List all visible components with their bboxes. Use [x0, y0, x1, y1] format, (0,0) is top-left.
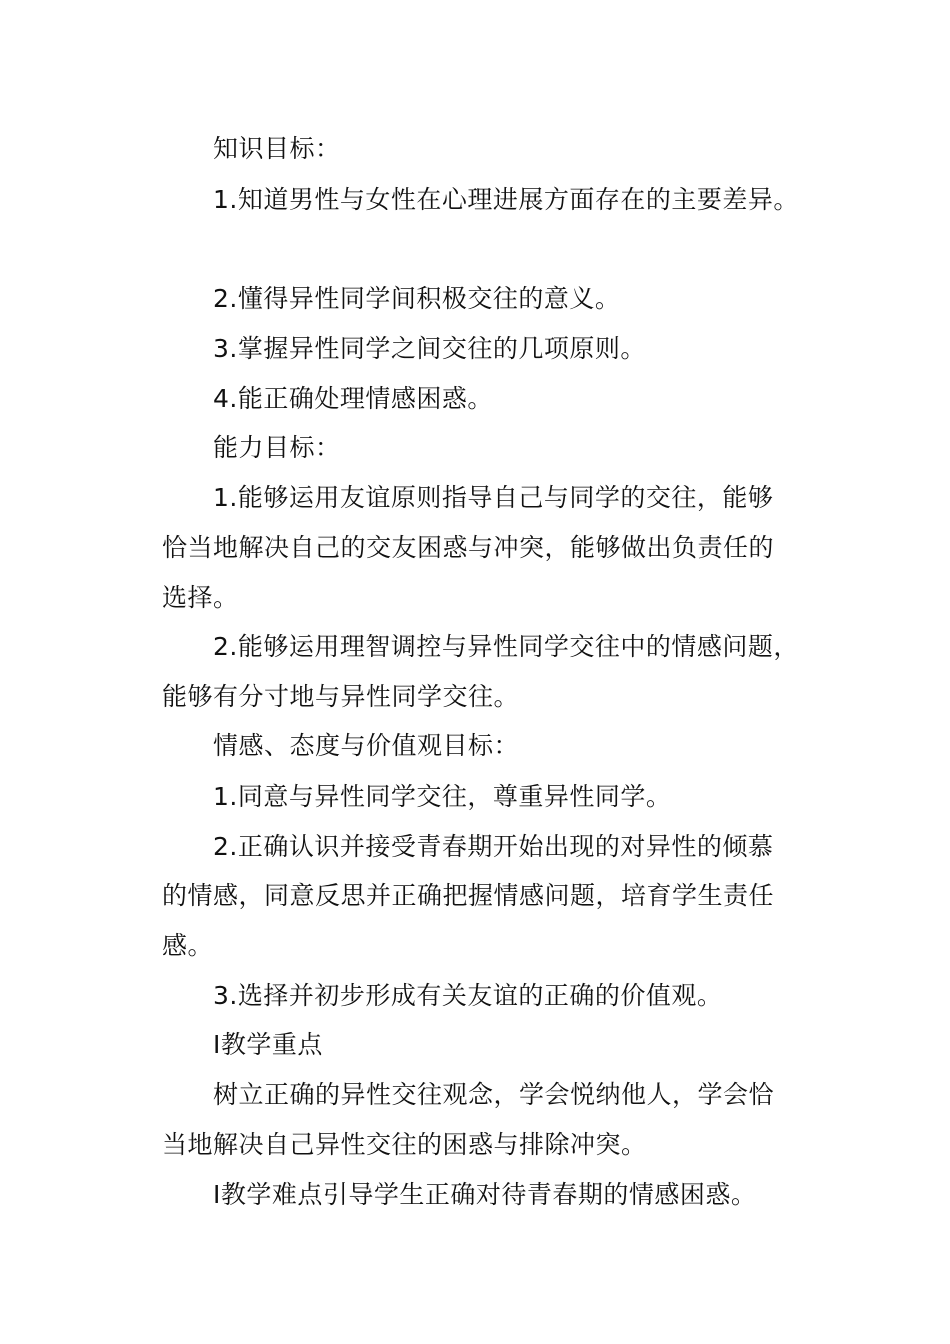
paragraph-line: 3.掌握异性同学之间交往的几项原则。 — [213, 334, 646, 363]
heading-teaching-difficulty: I教学难点引导学生正确对待青春期的情感困惑。 — [213, 1180, 757, 1209]
paragraph-line: 2.能够运用理智调控与异性同学交往中的情感问题， — [213, 632, 799, 661]
paragraph-line: 恰当地解决自己的交友困惑与冲突，能够做出负责任的 — [162, 533, 775, 562]
paragraph-line: 的情感，同意反思并正确把握情感问题，培育学生责任 — [162, 881, 775, 910]
paragraph-line: 2.正确认识并接受青春期开始出现的对异性的倾慕 — [213, 832, 774, 861]
paragraph-line: 感。 — [162, 931, 214, 960]
paragraph-line: 树立正确的异性交往观念，学会悦纳他人，学会恰 — [213, 1080, 775, 1109]
heading-emotion-goals: 情感、态度与价值观目标： — [213, 731, 520, 760]
paragraph-line: 1.知道男性与女性在心理进展方面存在的主要差异。 — [213, 185, 799, 214]
heading-teaching-focus: I教学重点 — [213, 1030, 323, 1059]
paragraph-line: 4.能正确处理情感困惑。 — [213, 384, 493, 413]
paragraph-line: 选择。 — [162, 583, 239, 612]
paragraph-line: 能够有分寸地与异性同学交往。 — [162, 682, 520, 711]
paragraph-line: 2.懂得异性同学间积极交往的意义。 — [213, 284, 621, 313]
heading-knowledge-goals: 知识目标： — [213, 134, 341, 163]
heading-ability-goals: 能力目标： — [213, 433, 341, 462]
paragraph-line: 1.能够运用友谊原则指导自己与同学的交往，能够 — [213, 483, 774, 512]
paragraph-line: 当地解决自己异性交往的困惑与排除冲突。 — [162, 1130, 647, 1159]
paragraph-line: 3.选择并初步形成有关友谊的正确的价值观。 — [213, 981, 723, 1010]
paragraph-line: 1.同意与异性同学交往，尊重异性同学。 — [213, 782, 672, 811]
